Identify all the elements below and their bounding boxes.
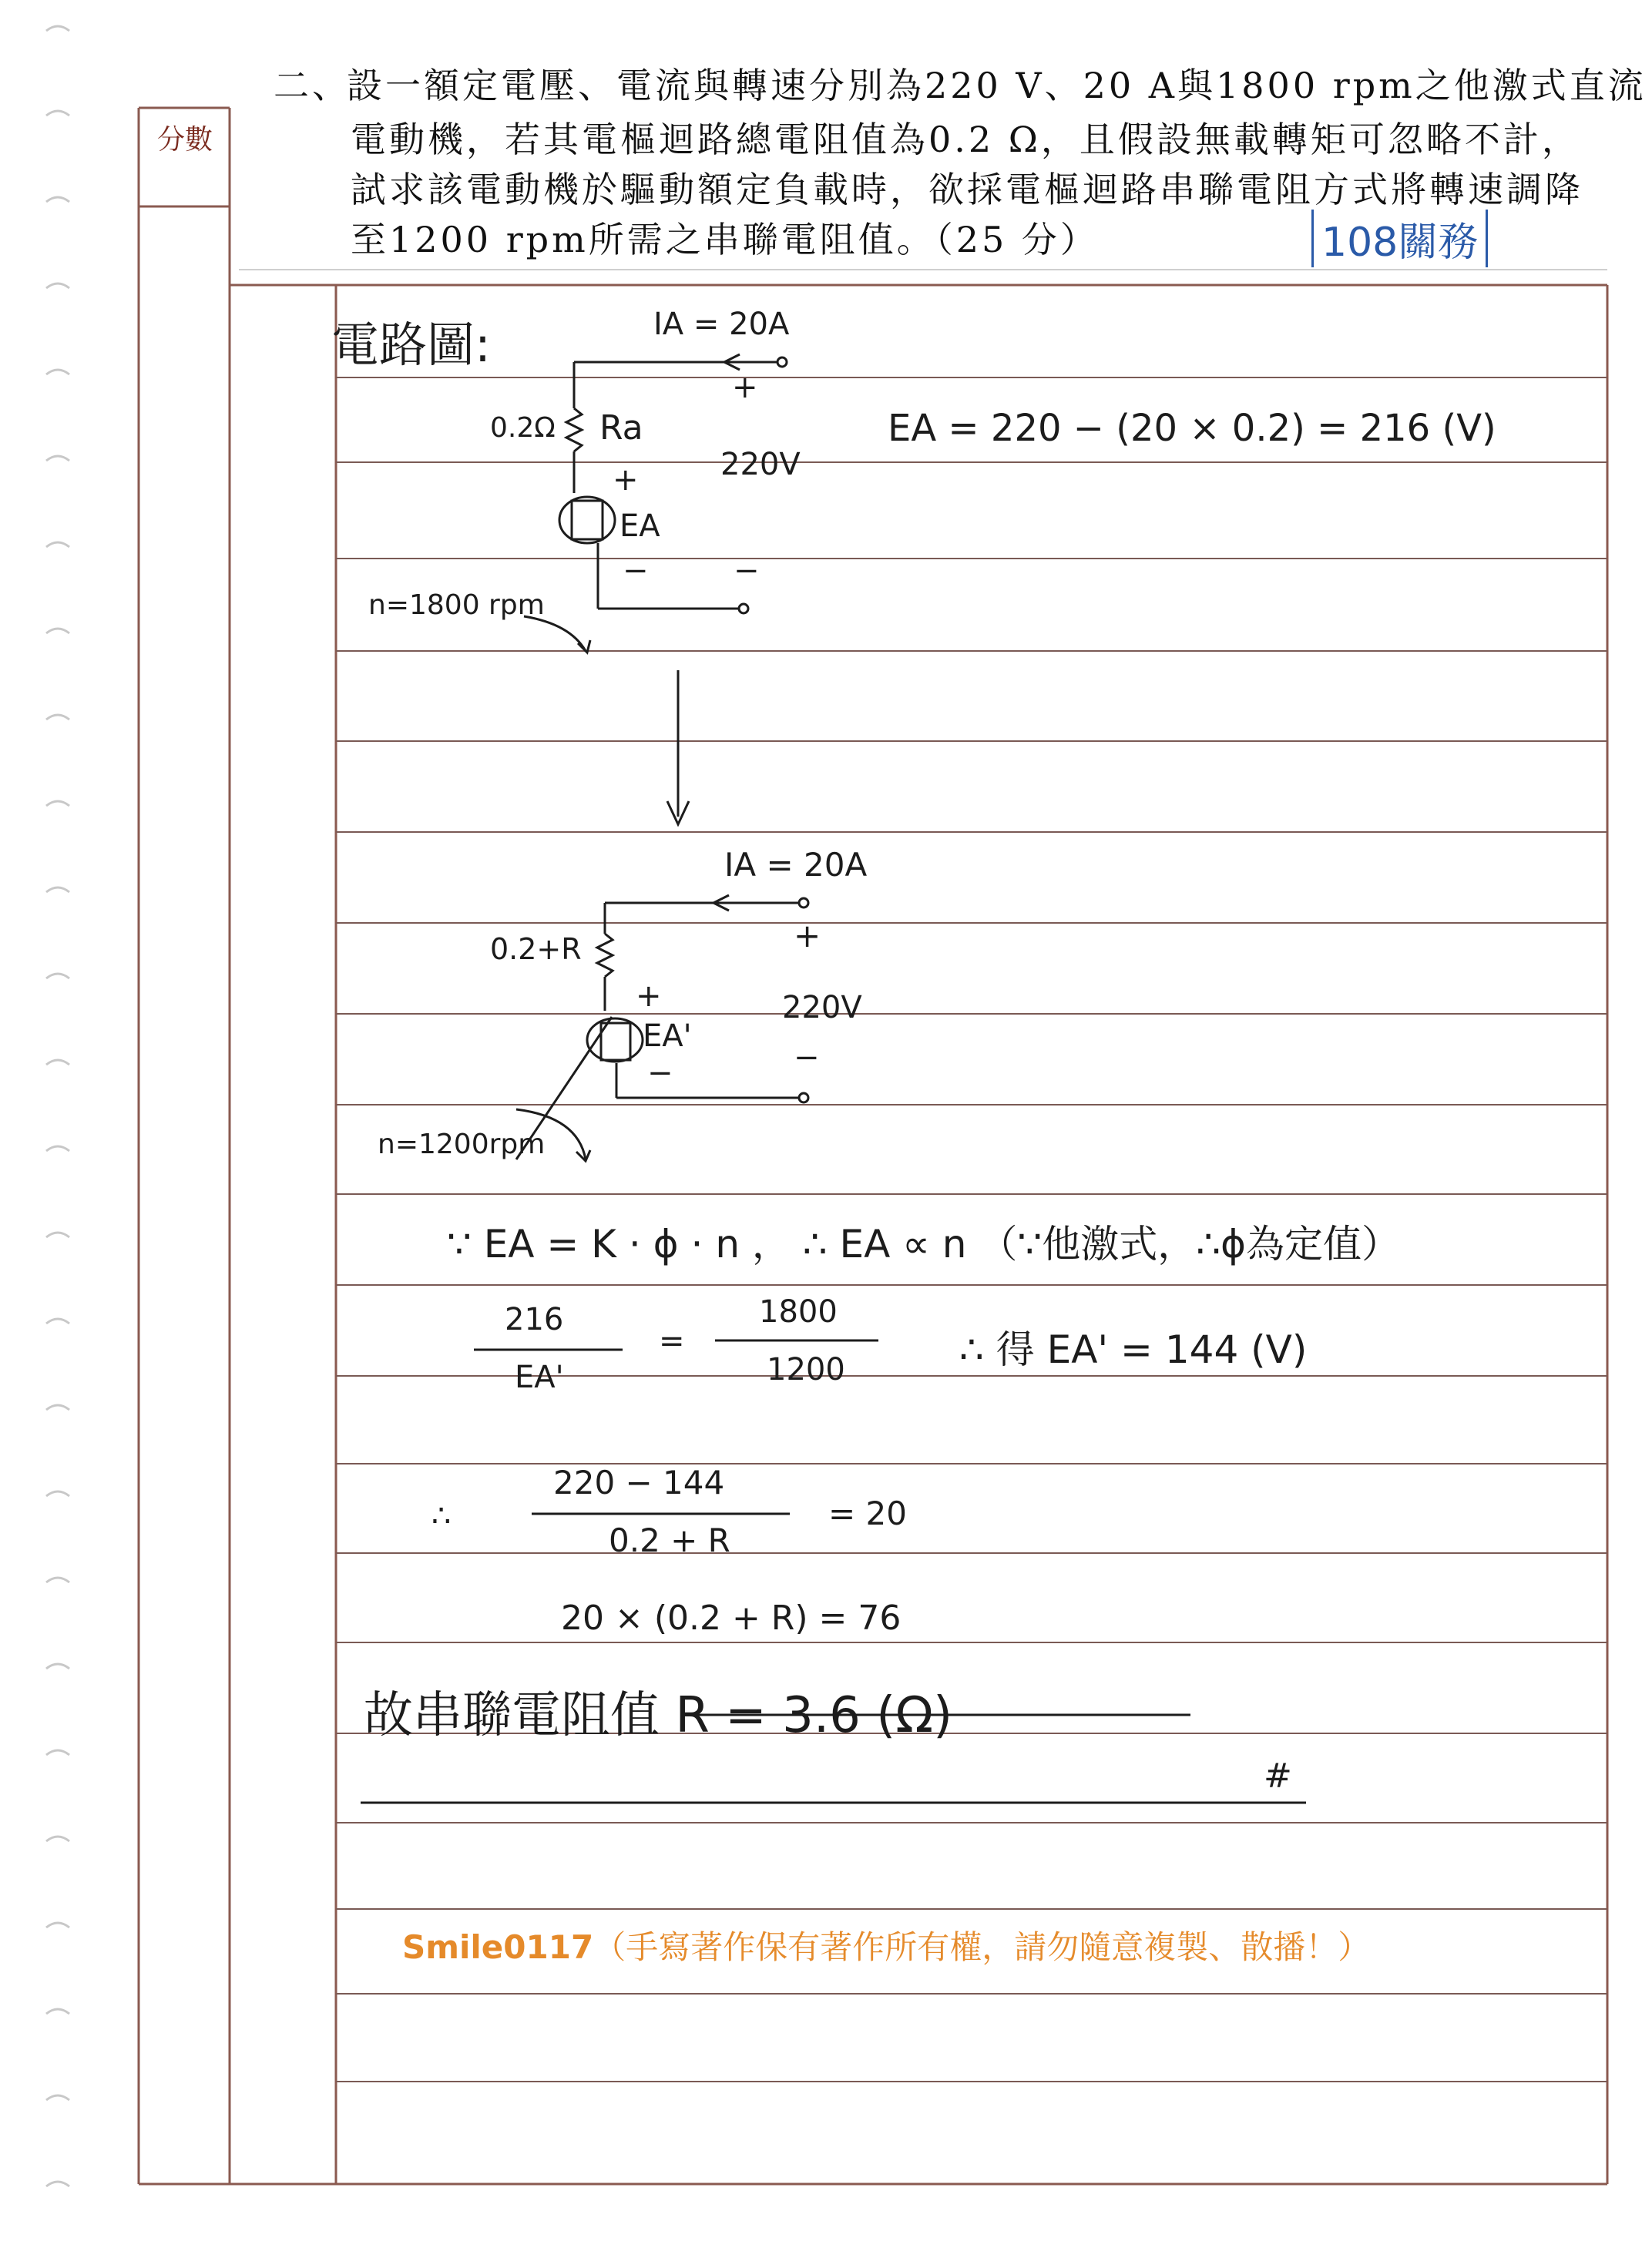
fraction2-numerator: 220 − 144: [553, 1464, 725, 1501]
proportion-line: ∵ EA = K · ϕ · n ， ∴ EA ∝ n （∵他激式，∴ϕ為定值）: [447, 1222, 1400, 1267]
ratio-denominator: EA': [515, 1360, 564, 1395]
answer-mark: #: [1264, 1756, 1292, 1796]
therefore-symbol: ∴: [431, 1498, 452, 1534]
fraction2-result: = 20: [828, 1495, 907, 1532]
step-equation: 20 × (0.2 + R) = 76: [561, 1599, 902, 1638]
circuit1-plus-emf: +: [613, 462, 639, 498]
copyright-notice: [402, 1922, 1370, 1968]
circuit-diagram-1: [524, 354, 787, 824]
fraction2-denominator: 0.2 + R: [609, 1522, 730, 1559]
circuit2-emf: EA': [643, 1018, 692, 1054]
circuit2-speed: n=1200rpm: [378, 1129, 546, 1160]
ratio-equals: =: [659, 1324, 685, 1359]
circuit1-resistor: 0.2Ω: [490, 412, 556, 444]
question-line-4: 至1200 rpm所需之串聯電阻值。（25 分）: [351, 219, 1099, 260]
circuit2-plus-emf: +: [636, 978, 662, 1014]
circuit2-current: IA = 20A: [724, 846, 868, 884]
circuit2-minus-emf: −: [647, 1055, 673, 1091]
ratio-numerator-2: 1800: [759, 1294, 838, 1330]
circuit1-current: IA = 20A: [653, 307, 790, 342]
circuit1-speed: n=1800 rpm: [368, 589, 545, 621]
circuit1-minus-bottom: −: [734, 553, 760, 589]
brand-name: Smile0117: [402, 1928, 594, 1966]
score-label: 分數: [156, 124, 213, 156]
circuit1-resistor-name: Ra: [599, 408, 643, 448]
ratio-result: ∴ 得 EA' = 144 (V): [959, 1327, 1308, 1372]
question-number: 二、: [274, 65, 351, 106]
circuit1-minus-emf: −: [623, 553, 649, 589]
ratio-denominator-2: 1200: [767, 1352, 845, 1387]
question-line-2: 電動機，若其電樞迴路總電阻值為0.2 Ω，且假設無載轉矩可忽略不計，: [351, 119, 1580, 160]
circuit1-voltage: 220V: [720, 447, 801, 482]
diagram-label: 電路圖:: [331, 317, 491, 373]
circuit1-plus-top: +: [732, 370, 758, 405]
circuit2-voltage: 220V: [782, 990, 862, 1025]
question-line-1: 設一額定電壓、電流與轉速分別為220 V、20 A與1800 rpm之他激式直流: [347, 65, 1647, 106]
question-line-3: 試求該電動機於驅動額定負載時，欲採電樞迴路串聯電阻方式將轉速調降: [351, 169, 1583, 210]
circuit2-resistor: 0.2+R: [490, 932, 582, 966]
circuit2-minus-bottom: −: [794, 1040, 820, 1075]
binder-marks: [46, 26, 69, 2186]
copyright-text: （手寫著作保有著作所有權，請勿隨意複製、散播！）: [593, 1928, 1371, 1966]
ratio-numerator: 216: [505, 1302, 564, 1337]
ea-equation: EA = 220 − (20 × 0.2) = 216 (V): [888, 407, 1496, 450]
circuit2-plus-top: +: [794, 917, 821, 955]
source-tag: 108關務: [1311, 210, 1488, 267]
final-answer: 故串聯電阻值 R = 3.6 (Ω): [364, 1687, 953, 1744]
circuit1-emf: EA: [620, 508, 660, 544]
